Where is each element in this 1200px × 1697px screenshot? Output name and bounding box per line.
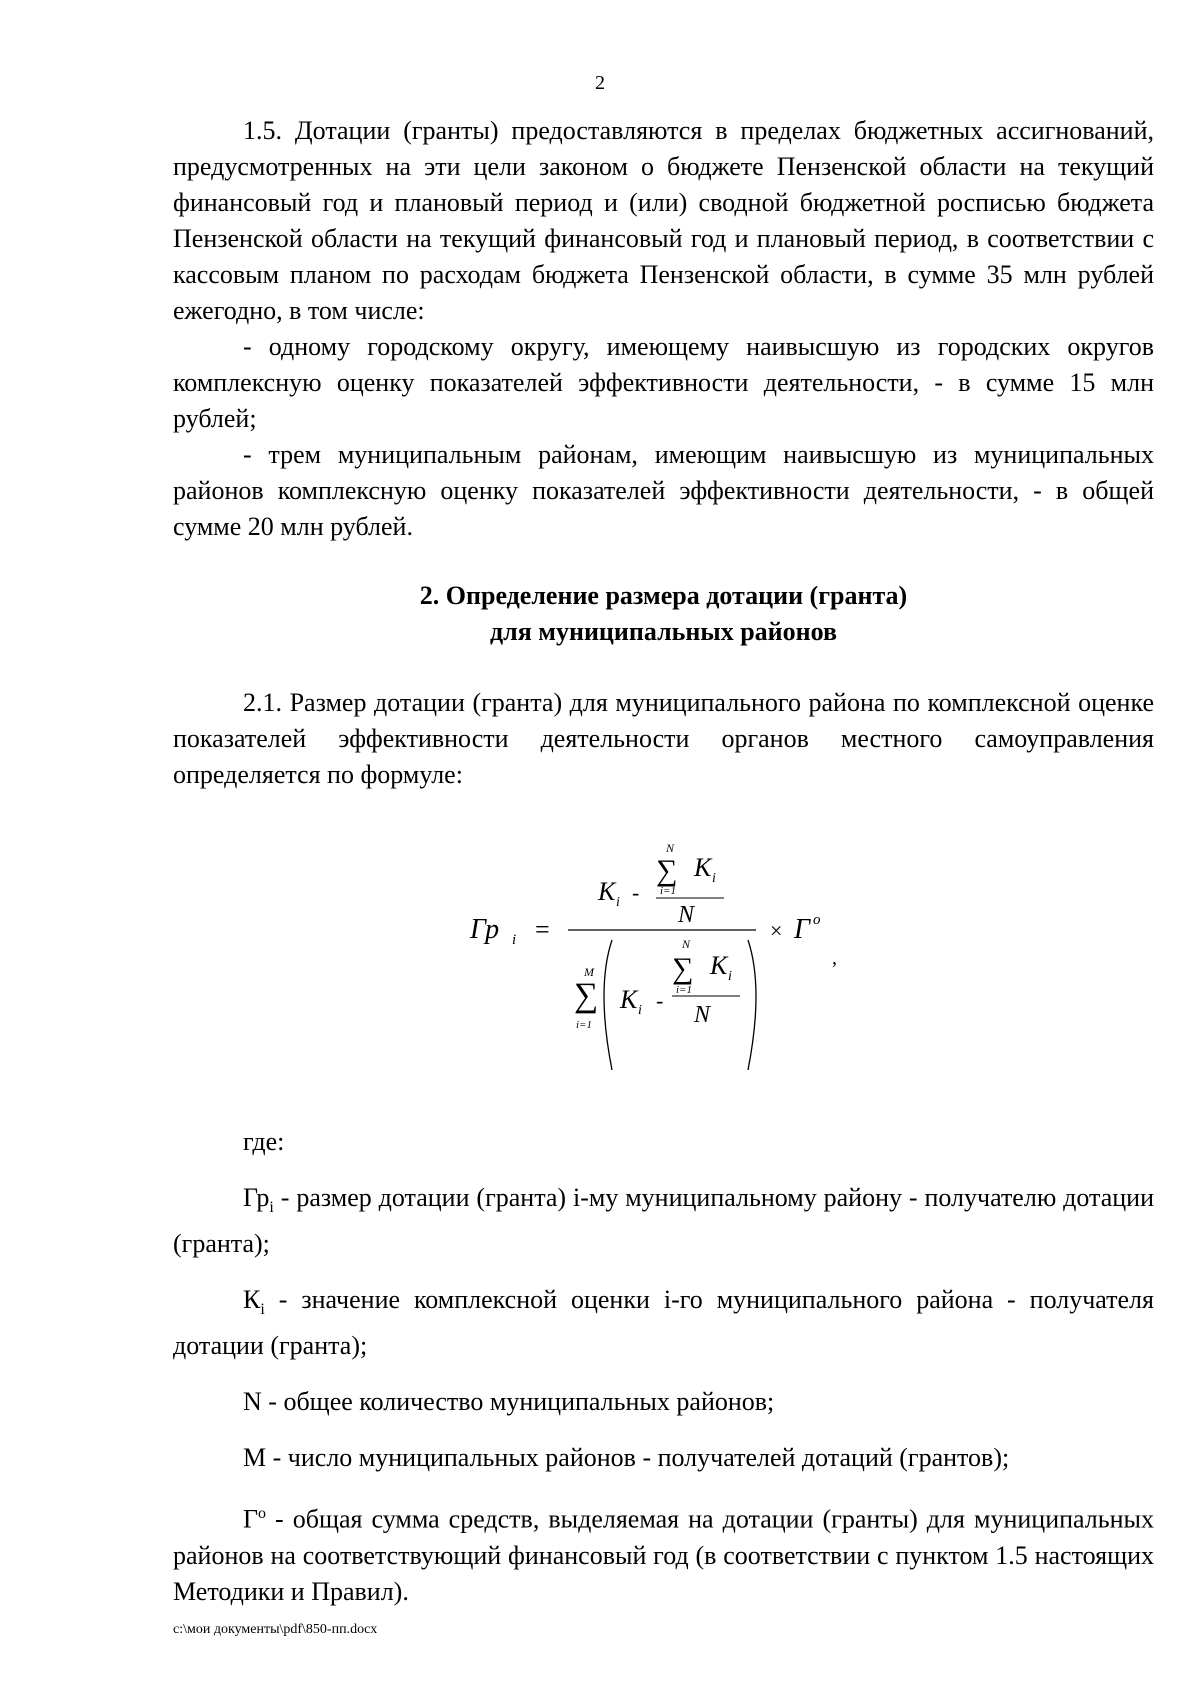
num-k-sub: i — [616, 895, 620, 910]
definition-grp: $Гр_i$ - размер дотации (гранта) i-му муниципальному району - получателю дотации (гранта); — [173, 1183, 1154, 1259]
heading-line-2: для муниципальных районов — [489, 617, 838, 646]
den-inner-n: N — [694, 1002, 711, 1028]
formula-g: Г — [794, 914, 810, 945]
formula-g-sup: о — [813, 912, 821, 928]
paragraph-1-5: 1.5. Дотации (гранты) предоставляются в пределах бюджетных ассигнований, предусмотренных на эти цели законом о бюджете Пензенской области на текущий финансовый год и плановый период и (или) сводной бюджетной росписью бюджета Пензенской области на текущий финансовый год и плановый период, в соответствии с кассовым планом по расходам бюджета Пензенской области, в сумме 35 млн рублей ежегодно, в том числе: — [173, 116, 1154, 325]
grant-formula — [460, 838, 880, 1078]
list-item-city-district: - одному городскому округу, имеющему наивысшую из городских округов комплексную оценку показателей эффективности деятельности, - в сумме 15 млн рублей; — [173, 332, 1154, 433]
formula-comma: , — [832, 947, 837, 969]
definition-g: $Г^о$ - общая сумма средств, выделяемая на дотации (гранты) для муниципальных районов на соответствующий финансовый год (в соответствии с пунктом 1.5 настоящих Методики и Правил). — [173, 1505, 1154, 1607]
formula-lhs-sub: i — [512, 932, 517, 948]
den-sum-lower: i=1 — [576, 1019, 592, 1031]
den-right-paren — [748, 940, 756, 1070]
section-2-heading — [173, 578, 1154, 650]
den-inner-k: K — [710, 951, 728, 980]
den-minus: - — [656, 988, 664, 1013]
definition-k: $К_i$ - значение комплексной оценки i-го муниципального района - получателя дотации (гранта); — [173, 1285, 1154, 1361]
den-sum-sign: ∑ — [574, 977, 599, 1014]
section-2-text — [173, 685, 1154, 793]
den-inner-sum: ∑ — [672, 952, 694, 985]
num-sum-lower: i=1 — [660, 885, 676, 897]
paragraph-2-1: 2.1. Размер дотации (гранта) для муниципального района по комплексной оценке показателей эффективности деятельности органов местного самоуправления определяется по формуле: — [173, 688, 1154, 789]
definitions — [173, 1124, 1154, 1610]
num-minus: - — [632, 880, 640, 905]
num-sum-k-sub: i — [712, 871, 716, 886]
formula-equals: = — [535, 915, 550, 944]
section-1-text — [173, 113, 1154, 545]
den-inner-lower: i=1 — [676, 984, 692, 996]
page-number: 2 — [595, 72, 605, 94]
den-sum-upper: M — [584, 965, 594, 979]
where-label: где: — [243, 1127, 285, 1156]
den-left-paren — [604, 940, 612, 1070]
num-k: K — [598, 877, 616, 906]
heading-line-1: 2. Определение размера дотации (гранта) — [419, 581, 908, 610]
den-inner-k-sub: i — [728, 969, 732, 984]
formula-lhs: Гр — [470, 914, 500, 945]
num-inner-n: N — [678, 902, 695, 928]
num-sum-k: K — [694, 853, 712, 882]
den-k: K — [620, 985, 638, 1014]
file-path-footer: c:\мои документы\pdf\850-пп.docx — [173, 1622, 378, 1637]
definition-n: N - общее количество муниципальных районов; — [243, 1387, 775, 1417]
list-item-municipal-districts: - трем муниципальным районам, имеющим наивысшую из муниципальных районов комплексную оценку показателей эффективности деятельности, - в общей сумме 20 млн рублей. — [173, 440, 1154, 541]
den-k-sub: i — [638, 1003, 642, 1018]
num-sum-upper: N — [666, 841, 675, 855]
definition-m: М - число муниципальных районов - получателей дотаций (грантов); — [243, 1443, 1010, 1473]
formula-times: × — [770, 918, 783, 943]
num-sum-sign: ∑ — [656, 854, 678, 887]
den-inner-upper: N — [682, 937, 691, 951]
